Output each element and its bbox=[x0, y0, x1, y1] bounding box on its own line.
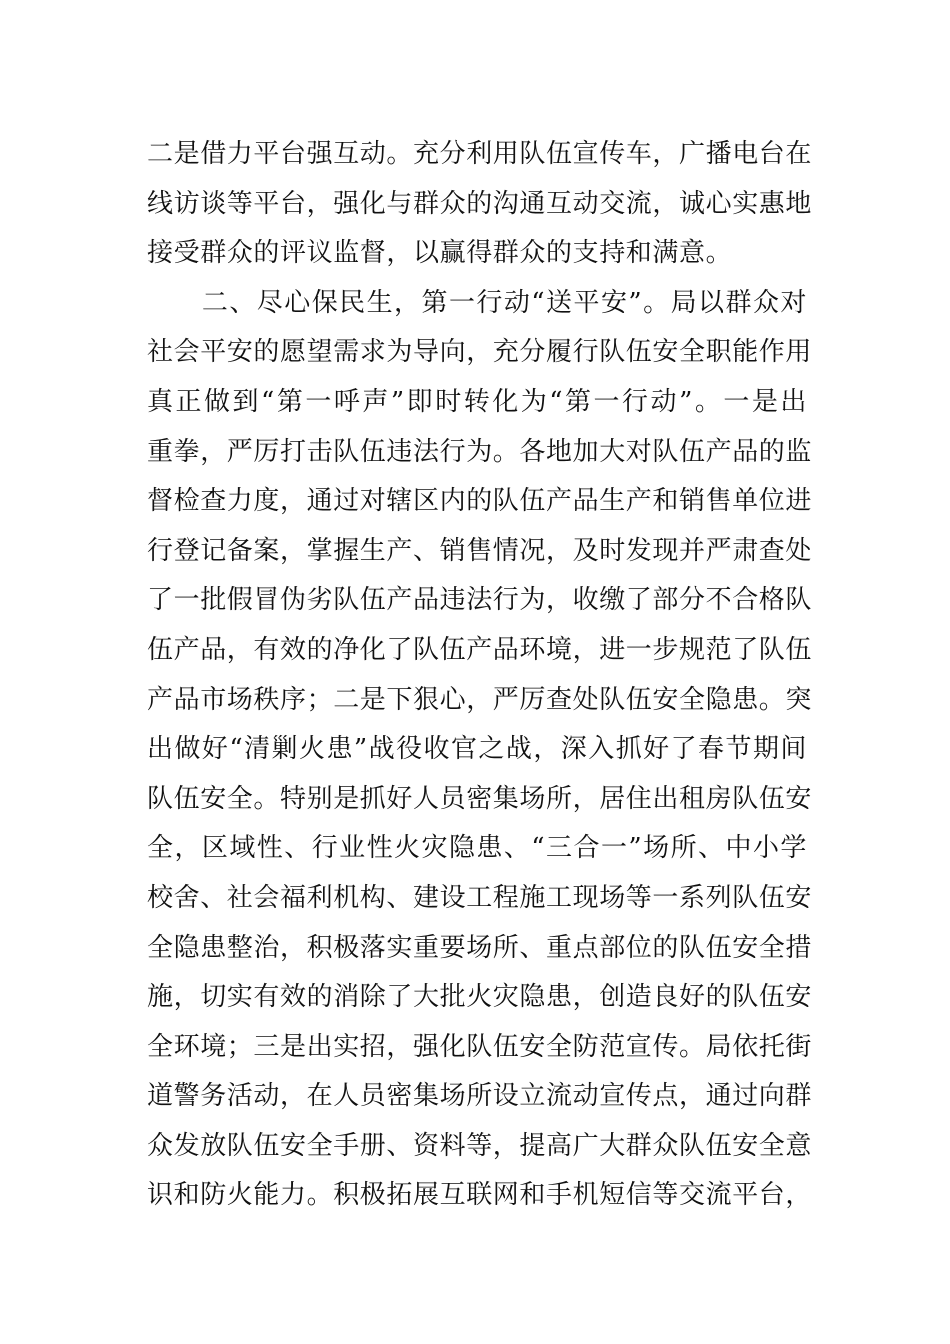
text-line: 伍产品，有效的净化了队伍产品环境，进一步规范了队伍 bbox=[147, 634, 813, 665]
text-line: 全隐患整治，积极落实重要场所、重点部位的队伍安全措 bbox=[147, 932, 813, 963]
text-line: 真正做到“第一呼声”即时转化为“第一行动”。一是出 bbox=[147, 386, 807, 417]
text-line: 道警务活动，在人员密集场所设立流动宣传点，通过向群 bbox=[147, 1081, 813, 1112]
text-line: 全环境；三是出实招，强化队伍安全防范宣传。局依托街 bbox=[147, 1031, 813, 1062]
text-line: 队伍安全。特别是抓好人员密集场所，居住出租房队伍安 bbox=[147, 783, 813, 814]
text-line: 二是借力平台强互动。充分利用队伍宣传车，广播电台在 bbox=[147, 139, 813, 169]
text-line: 识和防火能力。积极拓展互联网和手机短信等交流平台， bbox=[147, 1180, 813, 1211]
text-line: 全，区域性、行业性火灾隐患、“三合一”场所、中小学 bbox=[147, 833, 807, 864]
text-line: 二、尽心保民生，第一行动“送平安”。局以群众对 bbox=[147, 287, 807, 318]
body-text bbox=[147, 130, 813, 1221]
text-line: 出做好“清剿火患”战役收官之战，深入抓好了春节期间 bbox=[147, 734, 807, 765]
text-line: 社会平安的愿望需求为导向，充分履行队伍安全职能作用 bbox=[147, 337, 813, 368]
text-line: 了一批假冒伪劣队伍产品违法行为，收缴了部分不合格队 bbox=[147, 585, 813, 616]
text-line: 线访谈等平台，强化与群众的沟通互动交流，诚心实惠地 bbox=[147, 188, 813, 219]
text-line: 重拳，严厉打击队伍违法行为。各地加大对队伍产品的监 bbox=[147, 436, 813, 467]
text-line: 接受群众的评议监督，以赢得群众的支持和满意。 bbox=[147, 238, 733, 269]
text-line: 众发放队伍安全手册、资料等，提高广大群众队伍安全意 bbox=[147, 1130, 813, 1161]
text-line: 校舍、社会福利机构、建设工程施工现场等一系列队伍安 bbox=[147, 882, 813, 913]
text-line: 督检查力度，通过对辖区内的队伍产品生产和销售单位进 bbox=[147, 486, 813, 517]
text-line: 施，切实有效的消除了大批火灾隐患，创造良好的队伍安 bbox=[147, 982, 813, 1013]
text-line: 产品市场秩序；二是下狠心，严厉查处队伍安全隐患。突 bbox=[147, 684, 813, 715]
text-line: 行登记备案，掌握生产、销售情况，及时发现并严肃查处 bbox=[147, 535, 813, 566]
